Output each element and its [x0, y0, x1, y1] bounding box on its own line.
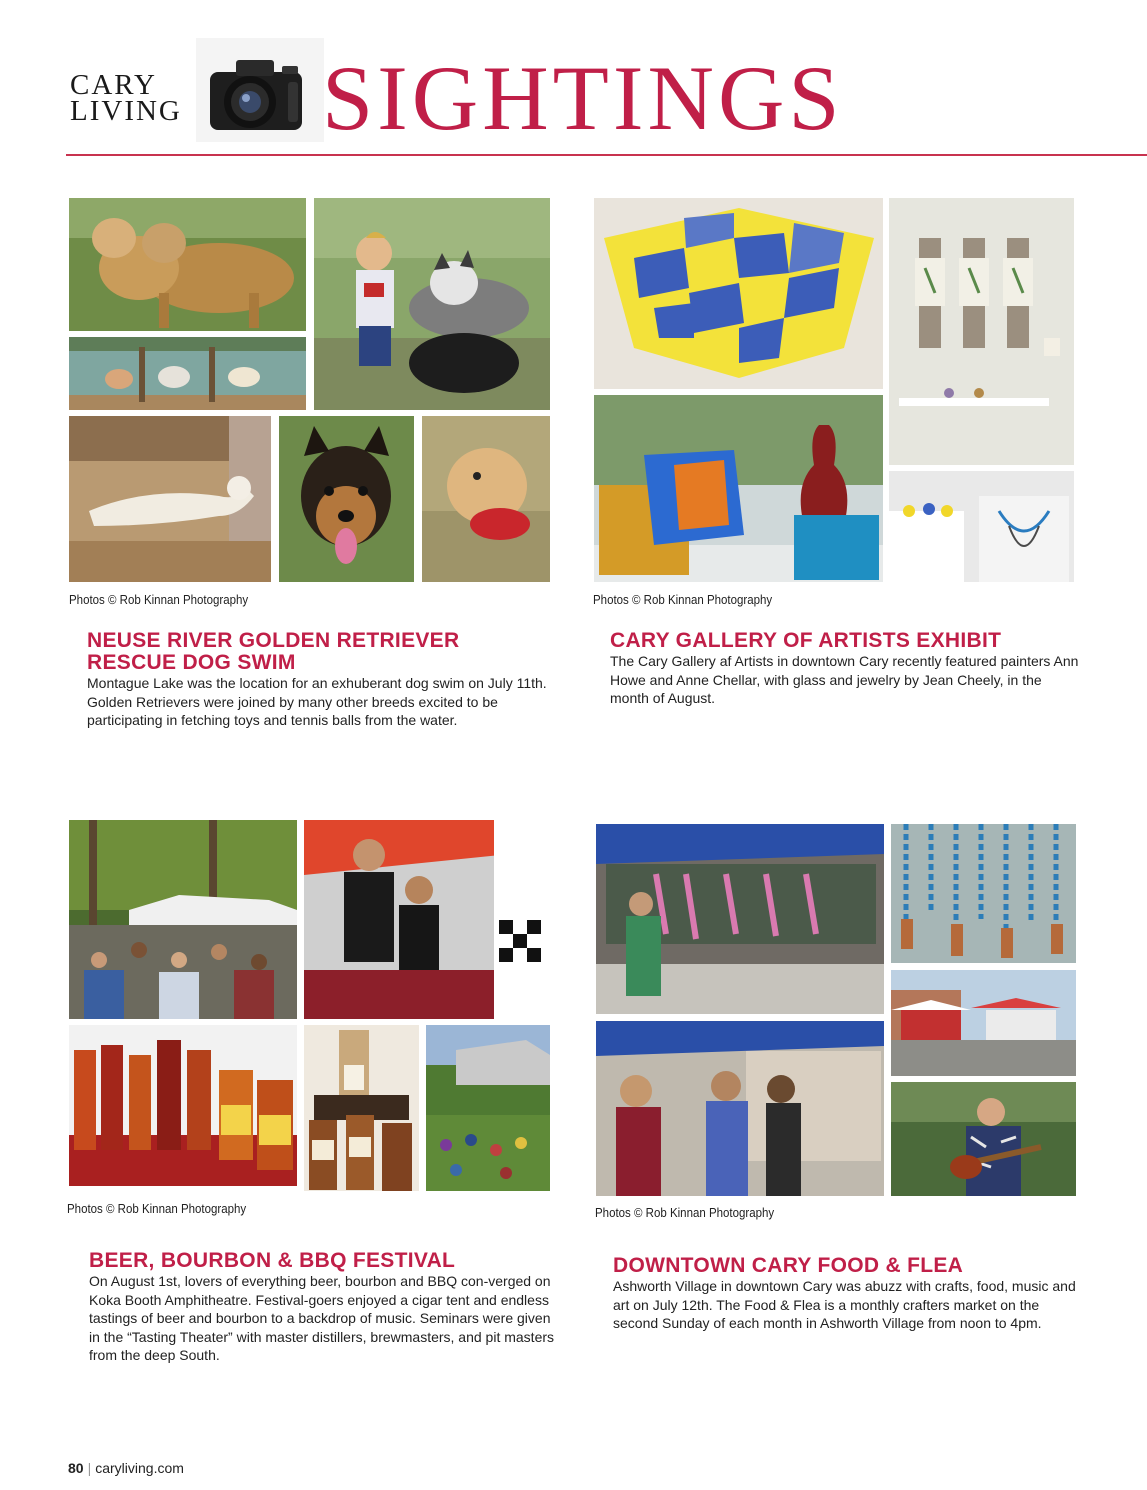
photo-glass-chimes — [891, 824, 1076, 963]
photo-golden-retrievers — [69, 198, 306, 331]
article-body: Montague Lake was the location for an exhuberant dog swim on July 11th. Golden Retrievers were joined by many other breeds excited to be participating in fetching toys and tennis balls from the water. — [87, 675, 547, 729]
photo-festival-crowd — [69, 820, 297, 1019]
article-heading: CARY GALLERY OF ARTISTS EXHIBIT — [610, 629, 1002, 652]
photo-credit: Photos © Rob Kinnan Photography — [593, 593, 773, 607]
article-beer-bourbon-bbq — [89, 1250, 559, 1365]
article-body: The Cary Gallery af Artists in downtown Cary recently featured painters Ann Howe and Anne Chellar, with glass and jewelry by Jean Cheely, in the month of August. — [610, 653, 1079, 707]
photo-whiskey-bottles — [304, 1025, 419, 1191]
photo-shoppers — [596, 1021, 884, 1196]
article-body: On August 1st, lovers of everything beer, bourbon and BBQ con-verged on Koka Booth Amphitheatre. Festival-goers enjoyed a cigar tent and endless tastings of beer and bourbon to a backdrop of music. Seminars were given in the “Tasting Theater” with master distillers, brewmasters, and pit masters from the deep South. — [89, 1273, 555, 1364]
heading-line-1: NEUSE RIVER GOLDEN RETRIEVER — [87, 629, 460, 652]
photo-credit: Photos © Rob Kinnan Photography — [595, 1206, 775, 1220]
footer-separator: | — [87, 1460, 92, 1476]
brand-line-1: CARY — [70, 69, 157, 101]
page-title: SIGHTINGS — [322, 47, 844, 149]
photo-glass-sculptures — [594, 395, 883, 582]
photo-hot-sauce-bottles — [69, 1025, 297, 1186]
photo-dog-jumping — [69, 416, 271, 582]
photo-shepherd-dog — [279, 416, 414, 582]
page-number: 80 — [68, 1460, 84, 1476]
footer-site-link[interactable]: caryliving.com — [95, 1460, 184, 1476]
photo-jewelry-display — [889, 471, 1074, 582]
article-food-flea — [613, 1255, 1083, 1333]
photo-dogs-on-dock — [69, 337, 306, 410]
page-footer — [68, 1460, 184, 1476]
photo-dog-swimming-with-toy — [422, 416, 550, 582]
article-body: Ashworth Village in downtown Cary was abuzz with crafts, food, music and art on July 12th. The Food & Flea is a monthly crafters market on the second Sunday of each month in Ashworth Village from noon to 4pm. — [613, 1278, 1076, 1332]
photo-guitar-musician — [891, 1082, 1076, 1196]
photo-craft-tent — [596, 824, 884, 1014]
photo-gallery-wall — [889, 198, 1074, 465]
photo-bourbon-pouring — [304, 820, 550, 1019]
photo-boy-with-husky — [314, 198, 550, 410]
article-heading: DOWNTOWN CARY FOOD & FLEA — [613, 1254, 964, 1277]
photo-glass-bowl — [594, 198, 883, 389]
article-gallery-exhibit — [610, 630, 1080, 708]
photo-credit: Photos © Rob Kinnan Photography — [67, 1202, 247, 1216]
title-divider — [66, 154, 1147, 156]
photo-credit: Photos © Rob Kinnan Photography — [69, 593, 249, 607]
brand-line-2: LIVING — [70, 95, 182, 127]
article-heading — [87, 630, 557, 674]
brand-wordmark — [70, 69, 195, 127]
camera-icon — [196, 38, 324, 142]
article-dog-swim — [87, 630, 557, 730]
photo-amphitheatre-lawn — [426, 1025, 550, 1191]
heading-line-2: RESCUE DOG SWIM — [87, 651, 296, 674]
article-heading: BEER, BOURBON & BBQ FESTIVAL — [89, 1249, 456, 1272]
photo-market-street — [891, 970, 1076, 1076]
